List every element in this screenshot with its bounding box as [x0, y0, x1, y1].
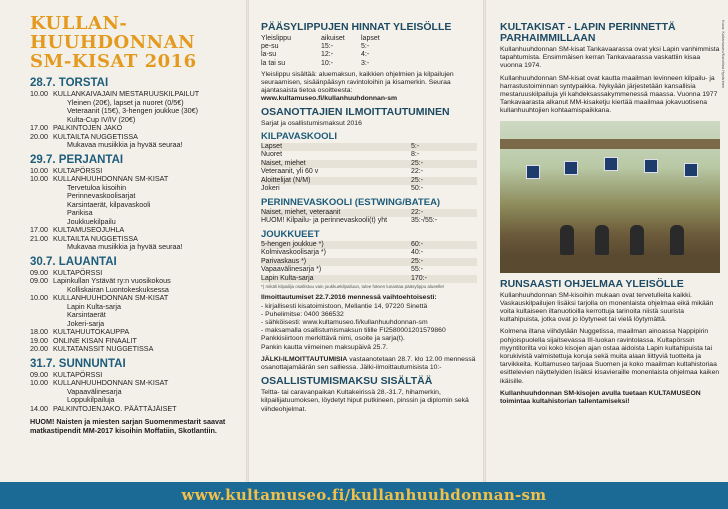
schedule-event: Mukavaa musiikkia ja hyvää seuraa!	[67, 242, 183, 251]
photo-sign	[684, 163, 698, 177]
schedule-event: KULTAHUUTOKAUPPA	[53, 327, 130, 336]
table-cell: la tai su	[261, 59, 286, 67]
schedule-event: KULLANHUUHDONNAN SM-KISAT	[53, 293, 169, 302]
fee-includes-title: OSALLISTUMISMAKSU SISÄLTÄÄ	[261, 375, 433, 388]
kilpavaskooli-title: KILPAVASKOOLI	[261, 130, 337, 142]
table-cell: 3:-	[361, 59, 370, 67]
event-photo	[500, 121, 720, 273]
schedule-time: 10.00	[30, 174, 48, 183]
table-cell: 15:-	[321, 43, 334, 51]
fee-row	[261, 143, 477, 152]
fee-row	[261, 160, 477, 169]
tradition-title: KULTAKISAT - LAPIN PERINNETTÄ PARHAIMMILLAAN	[500, 21, 676, 44]
fee-label: Naiset, miehet	[261, 159, 306, 167]
table-cell: 5:-	[361, 43, 370, 51]
fees-footnote: *) mikäli kilpailija osallistuu vain joukkuekilpailuun, tulee hänen lunastaa pääsylippu alueelle!	[261, 284, 445, 290]
schedule-note: HUOM! Naisten ja miesten sarjan Suomenmestarit saavat matkastipendit MM-2017 kisoihin Moffatiin, Skotlantiin.	[30, 417, 226, 435]
deadline-line: Pankkisiirtoon merkittävä nimi, osoite ja sarja(t).	[261, 335, 405, 343]
schedule-row	[30, 141, 238, 150]
schedule-event: KULTAILTA NUGGETISSA	[53, 233, 138, 243]
program-text-2: Kolmena iltana viihdytään Nuggetissa, maailman ainoassa Nappipirin pohjoispuolella sijaitsevassa III-luokan ravintolassa. Kultapörssin myyntitorilta voi koko kisojen ajan ostaa aidoista Lapin kultahipuista tai korukivistä valmistettuja koruja sekä muita alaan liittyviä tuotteita ja tarvikkeita. Kultamuseo tarjoaa Suomen ja koko maailman kultahistoriaa esittelevien näyttelyiden lisäksi kisavieraille monenlaista ohjelmaa kaiken ikäisille.	[500, 328, 720, 385]
fee-row	[261, 151, 477, 160]
fee-value: 25:-	[411, 176, 424, 184]
fee-value: 5:-	[411, 142, 420, 150]
registration-subtitle: Sarjat ja osallistumismaksut 2016	[261, 119, 362, 127]
program-text-1: Kullanhuuhdonnan SM-kisoihin mukaan ovat tervetulleita kaikki. Vaskauskilpailujen lisäksi tarjolla on monenlaista ohjelmaa eikä mikään voita kultaiseen iltanuotioilla kerrottuja tarinoita niistä suurista kultahipuista, jotka ovat jo löytyneet tai vielä löytymättä.	[500, 291, 714, 324]
schedule-time: 20.00	[30, 131, 48, 141]
deadline-line: Pankin kautta viimeinen maksupäivä 25.7.	[261, 343, 388, 351]
schedule-event: PALKINTOJEN JAKO	[53, 123, 123, 132]
late-title: JÄLKI-ILMOITTAUTUMISIA	[261, 355, 348, 363]
schedule-time: 14.00	[30, 403, 48, 413]
footer-banner	[0, 482, 728, 509]
photo-credit: Kuva: Kultamuseo/Karoliina Hyvärinen	[721, 20, 726, 89]
schedule-time: 09.00	[30, 267, 48, 277]
fee-value: 40:-	[411, 249, 424, 257]
schedule-event: Mukavaa musiikkia ja hyvää seuraa!	[67, 140, 183, 149]
table-row	[261, 51, 477, 59]
fee-label: Veteraanit, yli 60 v	[261, 168, 319, 176]
tickets-rows	[261, 43, 477, 68]
fee-includes-text: Teltta- tai caravanpaikan Kultakeirissä 28.-31.7, hihamerkin, kilpailijatuumoksen, löydetyt hiput putkineen, pinssin ja diplomin sekä viihdeohjelmat.	[261, 389, 469, 413]
title-line: SM-KISAT 2016	[30, 51, 197, 72]
table-row	[261, 60, 477, 68]
table-cell: 4:-	[361, 51, 370, 59]
schedule-event: Joukkuekilpailu	[67, 216, 116, 226]
schedule-time: 17.00	[30, 225, 48, 234]
fees-panel	[249, 0, 483, 482]
fee-label: Kolmivaskoolisarja *)	[261, 249, 326, 257]
schedule-time: 09.00	[30, 369, 48, 379]
schedule-event: KULLANHUUHDONNAN SM-KISAT	[53, 378, 169, 387]
fee-label: Vapaavälinesarja *)	[261, 266, 322, 274]
table-row	[261, 43, 477, 51]
schedule-time: 21.00	[30, 233, 48, 243]
fee-row	[261, 241, 477, 250]
program-title: RUNSAASTI OHJELMAA YLEISÖLLE	[500, 277, 684, 290]
tickets-url[interactable]: www.kultamuseo.fi/kullanhuuhdonnan-sm	[261, 95, 398, 103]
schedule-event: KULTAPÖRSSI	[53, 369, 103, 379]
photo-sign	[644, 159, 658, 173]
fee-label: Naiset, miehet, veteraanit	[261, 208, 341, 216]
schedule-event: Karsintaerät, kilpavaskooli	[67, 199, 151, 209]
schedule-row	[30, 175, 238, 184]
deadline-line: - maksamalla osallistumismaksun tilille FI2580001201579860	[261, 327, 446, 335]
deadline-line: - sähköisesti: www.kultamuseo.fi/kullanhuuhdonnan-sm	[261, 318, 428, 326]
fee-label: Lapin Kulta-sarja	[261, 274, 314, 282]
fee-label: 5-hengen joukkue *)	[261, 240, 324, 248]
schedule-event: Parikisa	[67, 208, 93, 217]
perinnevaskooli-title: PERINNEVASKOOLI (ESTWING/BATEA)	[261, 196, 441, 208]
fee-row	[261, 177, 477, 186]
deadline-lines	[261, 303, 477, 352]
schedule-event: Karsintaerät	[67, 310, 106, 319]
schedule-event: KULTAPÖRSSI	[53, 165, 103, 175]
tradition-text-1: Kullanhuuhdonnan SM-kisat Tankavaarassa ovat yksi Lapin vanhimmista tapahtumista. Ensimmäisen kerran Tankavaarassa vaskattiin kisaa vuonna 1974.	[500, 46, 720, 70]
perinnevaskooli-fees	[261, 209, 477, 226]
joukkueet-fees	[261, 241, 477, 284]
schedule-time: 20.00	[30, 344, 48, 353]
schedule-event: Veteraanit (15€), 3-hengen joukkue (30€)	[67, 106, 199, 115]
day-heading: 30.7. LAUANTAI	[30, 255, 117, 268]
day-heading: 28.7. TORSTAI	[30, 77, 109, 89]
fee-value: 55:-	[411, 266, 424, 274]
schedule-event: Perinnevaskoolisarjat	[67, 191, 136, 200]
fee-value: 22:-	[411, 168, 424, 176]
photo-roof	[500, 139, 720, 149]
photo-person	[630, 225, 644, 255]
schedule-row	[30, 294, 238, 303]
deadline-line: - kirjallisesti kisatoimistoon, Mellantie 14, 97220 Sinettä	[261, 302, 428, 310]
deadline-line: - Puhelimitse: 0400 366532	[261, 310, 344, 318]
schedule-row	[30, 311, 238, 320]
schedule-time: 10.00	[30, 165, 48, 175]
schedule-time: 18.00	[30, 327, 48, 336]
deadline-heading: Ilmoittautumiset 22.7.2016 mennessä vaihtoehtoisesti:	[261, 294, 437, 302]
schedule-time: 10.00	[30, 89, 48, 98]
schedule-row	[30, 201, 238, 210]
schedule-event: Jokeri-sarja	[67, 318, 105, 328]
title-line: KULLAN-	[30, 13, 128, 34]
fee-value: 60:-	[411, 240, 424, 248]
schedule-event: Vapaavälinesarja	[67, 386, 122, 396]
fee-value: 22:-	[411, 208, 424, 216]
fee-row	[261, 185, 477, 194]
schedule-days	[30, 77, 238, 413]
late-text: vastaanotetaan 28.7. klo 12.00 mennessä osanottajamäärän sen salliessa. Jälki-ilmoittautumisista 10:-	[261, 355, 476, 371]
fee-row	[261, 266, 477, 275]
schedule-event: Kulta-Cup IV/IV (20€)	[67, 114, 136, 124]
fee-row	[261, 168, 477, 177]
info-panel	[486, 0, 728, 482]
late-registration	[261, 356, 477, 372]
table-cell: Yleislippu	[261, 35, 291, 42]
table-cell: la-su	[261, 51, 277, 59]
footer-url[interactable]: www.kultamuseo.fi/kullanhuuhdonnan-sm	[181, 486, 547, 504]
schedule-row	[30, 209, 238, 218]
fee-row	[261, 209, 477, 218]
table-cell: lapset	[361, 35, 380, 42]
schedule-event: Lapinkullan Ystävät ry:n vuosikokous	[53, 276, 171, 285]
schedule-panel	[0, 0, 246, 482]
fee-label: Lapset	[261, 142, 283, 150]
schedule-event: KULLANKAIVAJAIN MESTARUUSKILPAILUT	[53, 89, 200, 98]
schedule-event: KULTATANSSIT NUGGETISSA	[53, 344, 154, 353]
fee-value: 25:-	[411, 257, 424, 265]
fee-row	[261, 275, 477, 284]
tickets-title: PÄÄSYLIPPUJEN HINNAT YLEISÖLLE	[261, 21, 452, 33]
table-cell: 12:-	[321, 51, 334, 59]
fee-value: 25:-	[411, 159, 424, 167]
photo-person	[670, 225, 684, 255]
schedule-event: PALKINTOJENJAKO. PÄÄTTÄJÄISET	[53, 403, 177, 413]
schedule-event: KULTAPÖRSSI	[53, 267, 103, 277]
schedule-event: Yleinen (20€), lapset ja nuoret (0/5€)	[67, 97, 184, 107]
tickets-head	[261, 35, 477, 43]
fee-row	[261, 217, 477, 226]
photo-floor	[500, 255, 720, 273]
schedule-row	[30, 388, 238, 397]
kilpavaskooli-fees	[261, 143, 477, 194]
schedule-event: Loppukilpailuja	[67, 395, 115, 404]
fee-label: Nuoret	[261, 151, 283, 159]
schedule-time: 09.00	[30, 276, 48, 285]
schedule-time: 10.00	[30, 293, 48, 302]
schedule-row	[30, 379, 238, 388]
fee-label: Jokeri	[261, 185, 280, 193]
fee-row	[261, 249, 477, 258]
table-cell: 10:-	[321, 59, 334, 67]
schedule-event: KULTAMUSEOJUHLA	[53, 225, 125, 234]
fee-label: Aloittelijat (N/M)	[261, 176, 311, 184]
schedule-row	[30, 243, 238, 252]
photo-person	[560, 225, 574, 255]
title-line: HUUHDONNAN	[30, 32, 196, 53]
fee-row	[261, 258, 477, 267]
schedule-event: KULTAILTA NUGGETISSA	[53, 131, 138, 141]
schedule-time: 19.00	[30, 335, 48, 345]
event-title	[30, 14, 238, 71]
registration-title: OSANOTTAJIEN ILMOITTAUTUMINEN	[261, 105, 450, 118]
tickets-table	[261, 35, 477, 68]
table-cell: aikuiset	[321, 35, 345, 42]
schedule-event: Lapin Kulta-sarja	[67, 301, 121, 311]
program-text-3: Kullanhuuhdonnan SM-kisojen avulla tuetaan KULTAMUSEON toimintaa kultahistorian tallentamiseksi!	[500, 389, 701, 406]
day-heading: 29.7. PERJANTAI	[30, 153, 124, 166]
schedule-event: ONLINE KISAN FINAALIT	[53, 335, 137, 345]
photo-sign	[564, 161, 578, 175]
schedule-time: 17.00	[30, 123, 48, 132]
fee-value: 170:-	[411, 274, 427, 282]
fee-value: 50:-	[411, 185, 424, 193]
schedule-row	[30, 303, 238, 312]
fee-label: HUOM! Kilpailu- ja perinnevaskooli(t) yht	[261, 217, 388, 225]
schedule-event: KULLANHUUHDONNAN SM-KISAT	[53, 174, 169, 183]
schedule-time: 10.00	[30, 378, 48, 387]
photo-sign	[604, 157, 618, 171]
photo-sign	[526, 165, 540, 179]
fee-label: Parivaskaus *)	[261, 257, 307, 265]
photo-person	[595, 225, 609, 255]
tickets-text: Yleislippu sisältää: aluemaksun, kaikkien ohjelmien ja kilpailujen seuraamisen, sisäänpääsyn ravintoloihin ja kisamerkin. Seuraa ajantasaista tietoa osoitteesta:	[261, 70, 454, 95]
schedule-event: Kolliskairan Luontokeskuksessa	[67, 284, 169, 294]
fee-value: 8:-	[411, 151, 420, 159]
table-cell: pe-su	[261, 43, 279, 51]
schedule-row	[30, 345, 238, 354]
schedule-event: Tervetuloa kisoihin	[67, 182, 127, 192]
schedule-row	[30, 405, 238, 414]
tradition-text-2: Kullanhuuhdonnan SM-kisat ovat kautta maailman levinneen kilpailu- ja harrastustoiminnan syntypaikka. Nykyään järjestetään kansallisia mestaruuskilpailuja yli kahdeksassakymmenessä maassa. Vuonna 1977 Tankavaarasta alkanut MM-kisaketju kiertää maailmaa jokavuotisena kullanhuuhtojien kohtaamispaikkana.	[500, 74, 718, 115]
joukkueet-title: JOUKKUEET	[261, 228, 320, 240]
day-heading: 31.7. SUNNUNTAI	[30, 357, 126, 370]
fee-value: 35:-/55:-	[411, 217, 438, 225]
